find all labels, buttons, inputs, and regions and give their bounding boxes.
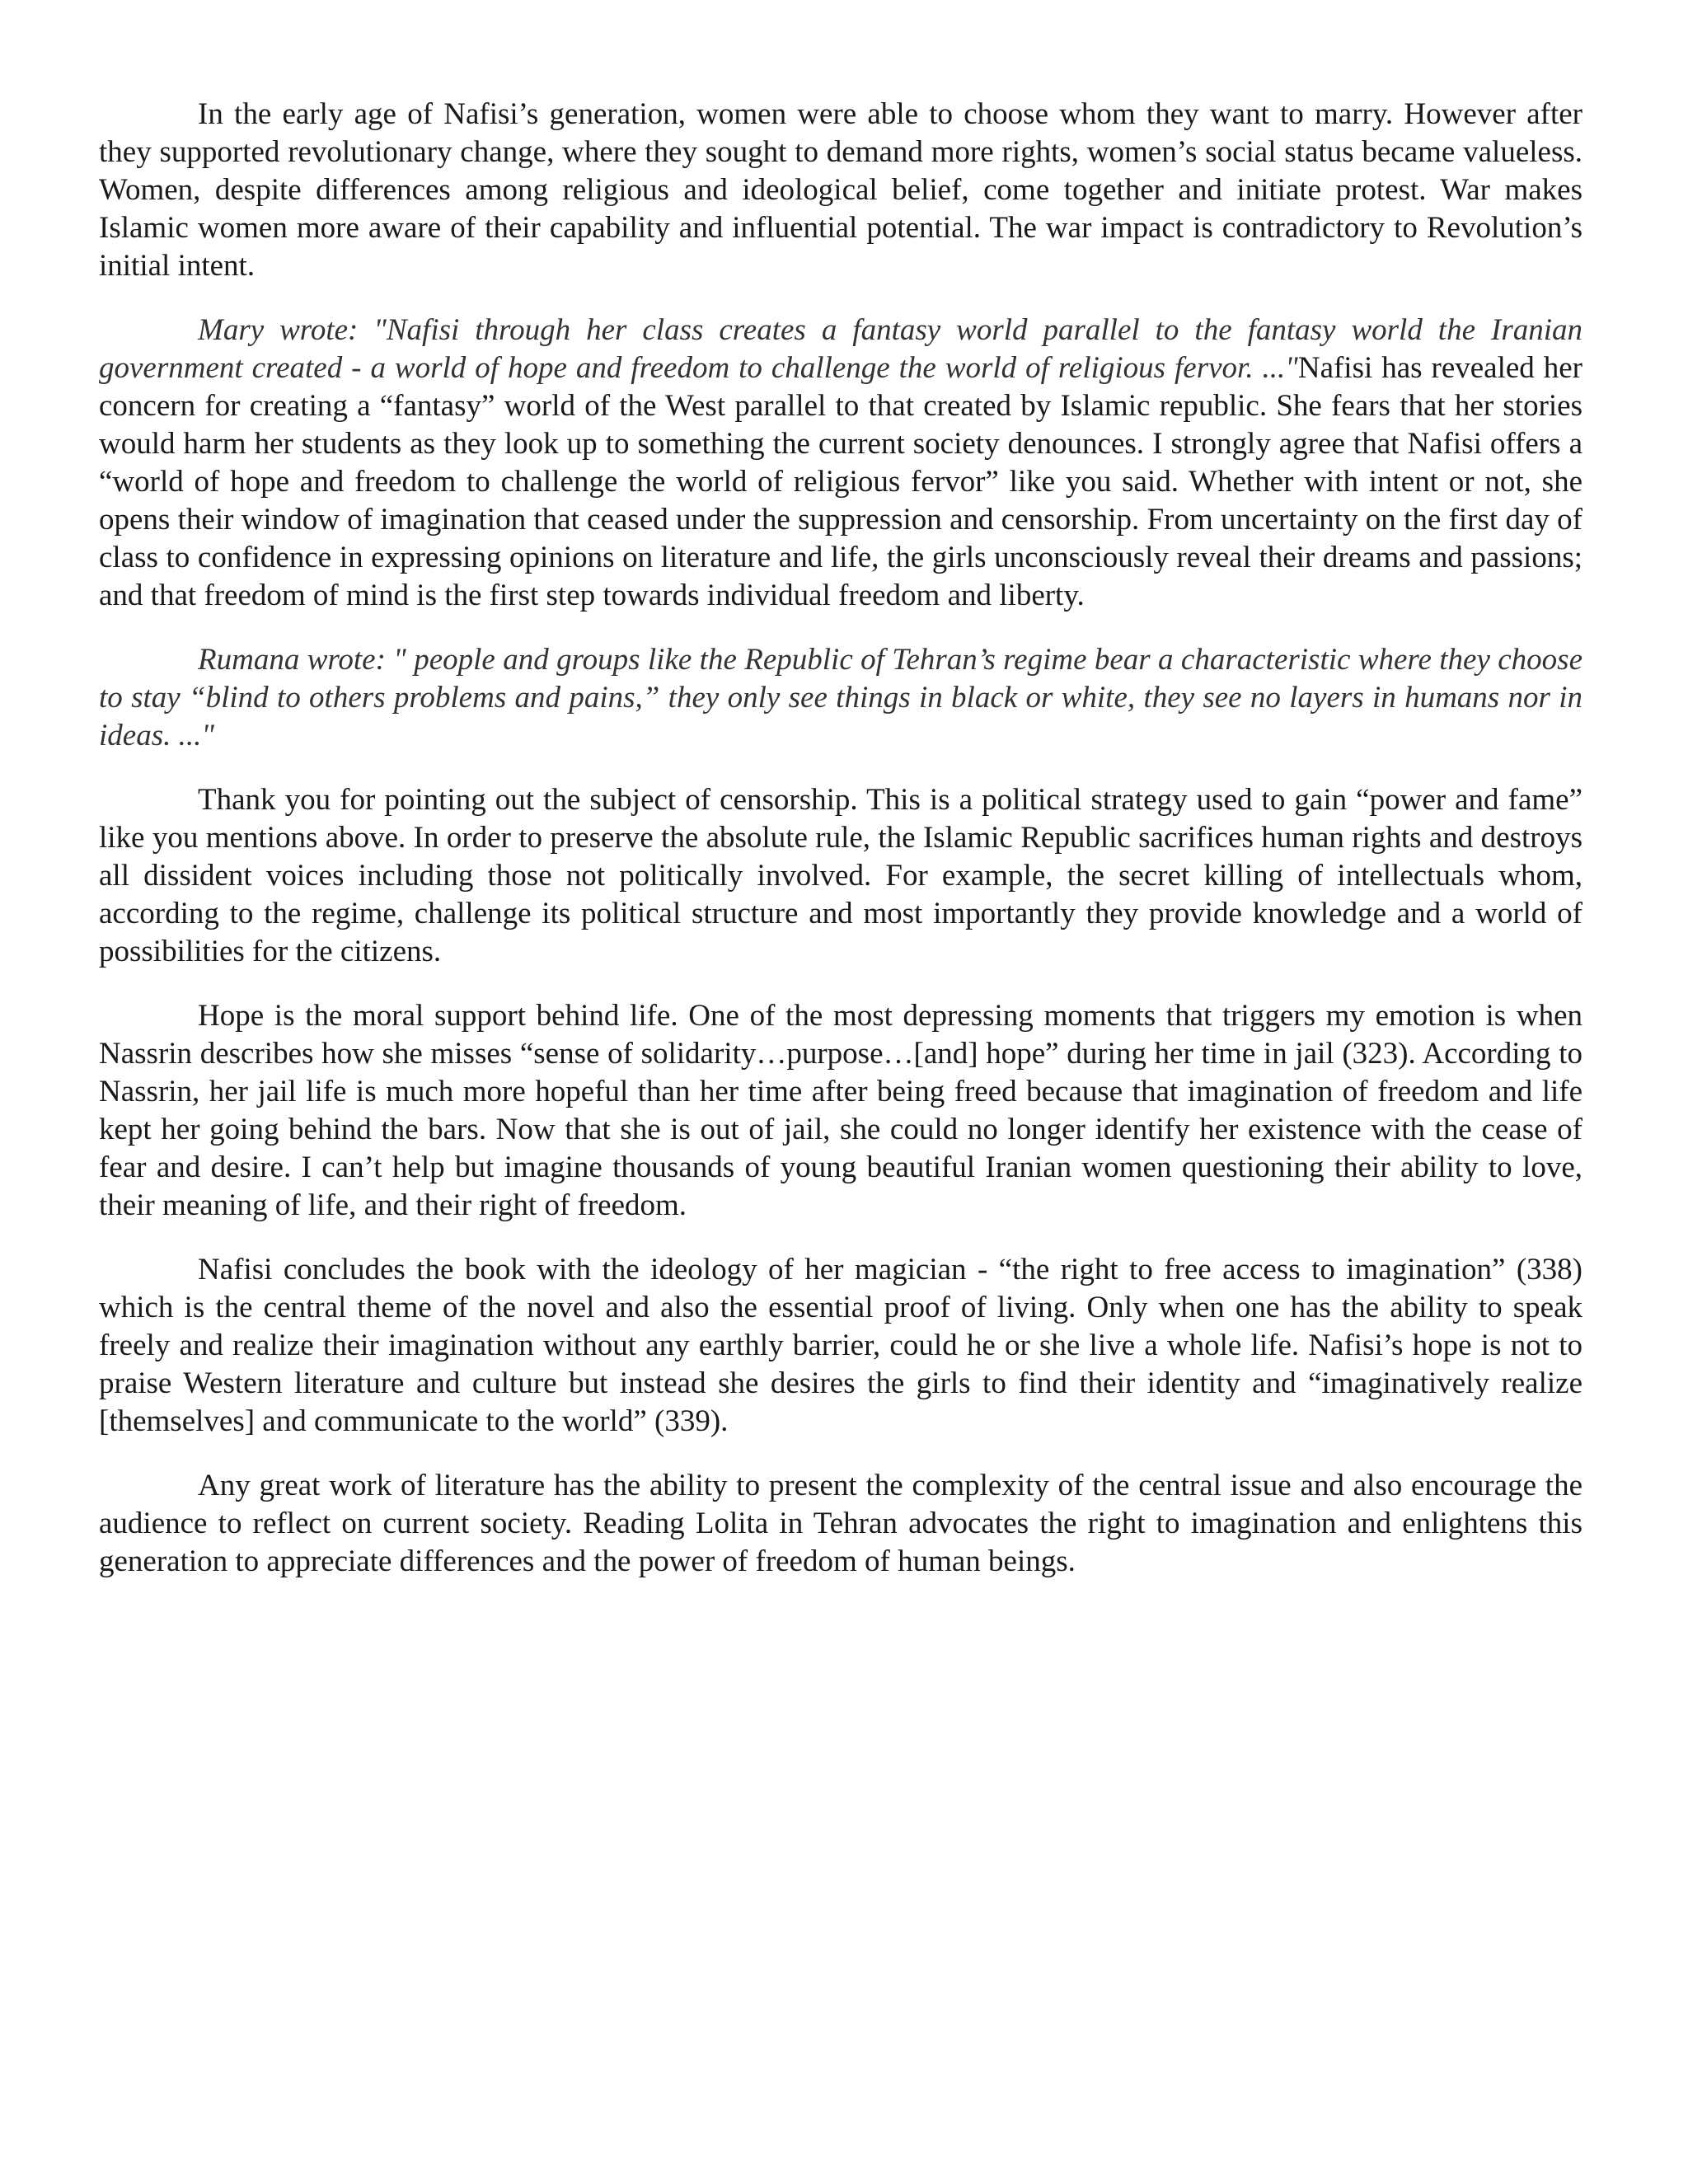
paragraph-text: Thank you for pointing out the subject of censorship. This is a political strategy used to gain “power and fame” like you mentions above. In order to preserve the absolute rule, the Islamic Republic sacrifices human rights and destroys all dissident voices including those not politically involved. For example, the secret killing of intellectuals whom, according to the regime, challenge its political structure and most importantly they provide knowledge and a world of possibilities for the citizens. (99, 783, 1582, 968)
paragraph-revolution-women (99, 96, 1582, 285)
paragraph-hope (99, 997, 1582, 1225)
document-page (99, 96, 1582, 1607)
paragraph-text: Nafisi has revealed her concern for creating a “fantasy” world of the West parallel to that created by Islamic republic. She fears that her stories would harm her students as they look up to something the current society denounces. I strongly agree that Nafisi offers a “world of hope and freedom to challenge the world of religious fervor” like you said. Whether with intent or not, she opens their window of imagination that ceased under the suppression and censorship. From uncertainty on the first day of class to confidence in expressing opinions on literature and life, the girls unconsciously reveal their dreams and passions; and that freedom of mind is the first step towards individual freedom and liberty. (99, 351, 1583, 612)
paragraph-text: Nafisi concludes the book with the ideology of her magician - “the right to free access to imagination” (338) which is the central theme of the novel and also the essential proof of living. Only when one has the ability to speak freely and realize their imagination without any earthly barrier, could he or she live a whole life. Nafisi’s hope is not to praise Western literature and culture but instead she desires the girls to find their identity and “imaginatively realize [themselves] and communicate to the world” (339). (99, 1253, 1582, 1438)
paragraph-imagination (99, 1251, 1582, 1441)
paragraph-mary-response (99, 312, 1582, 615)
paragraph-text: Any great work of literature has the ability to present the complexity of the central issue and also encourage the audience to reflect on current society. Reading Lolita in Tehran advocates the right to imagination and enlightens this generation to appreciate differences and the power of freedom of human beings. (99, 1469, 1582, 1578)
paragraph-text: In the early age of Nafisi’s generation, women were able to choose whom they want to marry. However after they supported revolutionary change, where they sought to demand more rights, women’s social status became valueless. Women, despite differences among religious and ideological belief, come together and initiate protest. War makes Islamic women more aware of their capability and influential potential. The war impact is contradictory to Revolution’s initial intent. (99, 97, 1582, 283)
paragraph-conclusion (99, 1467, 1582, 1581)
quote-rumana: Rumana wrote: " people and groups like the Republic of Tehran’s regime bear a characteristic where they choose to stay “blind to others problems and pains,” they only see things in black or white, they see no layers in humans nor in ideas. ..." (99, 643, 1582, 752)
paragraph-rumana-quote (99, 641, 1582, 755)
paragraph-censorship (99, 781, 1582, 971)
quote-mary: Mary wrote: "Nafisi through her class creates a fantasy world parallel to the fantasy world the Iranian government created - a world of hope and freedom to challenge the world of religious fervor. ..." (99, 313, 1582, 385)
paragraph-text: Hope is the moral support behind life. One of the most depressing moments that triggers my emotion is when Nassrin describes how she misses “sense of solidarity…purpose…[and] hope” during her time in jail (323). According to Nassrin, her jail life is much more hopeful than her time after being freed because that imagination of freedom and life kept her going behind the bars. Now that she is out of jail, she could no longer identify her existence with the cease of fear and desire. I can’t help but imagine thousands of young beautiful Iranian women questioning their ability to love, their meaning of life, and their right of freedom. (99, 999, 1582, 1222)
